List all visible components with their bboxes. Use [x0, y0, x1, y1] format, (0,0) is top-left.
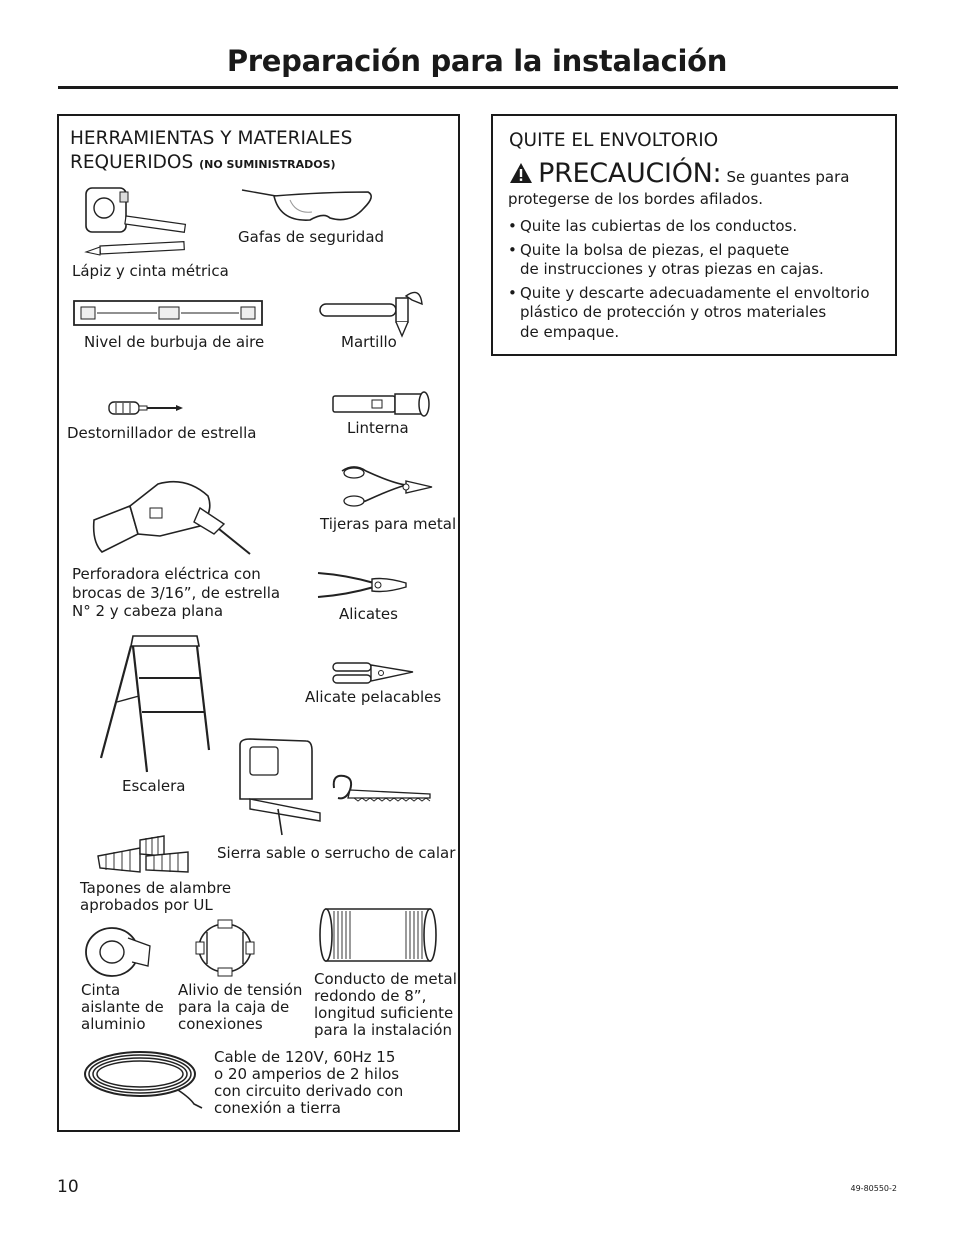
round-duct-icon	[318, 905, 438, 965]
caution-word: PRECAUCIÓN:	[538, 158, 722, 189]
caution-line	[509, 158, 849, 189]
pliers-icon	[316, 569, 410, 601]
foil-tape-icon	[84, 926, 154, 978]
label-level: Nivel de burbuja de aire	[84, 333, 265, 351]
screwdriver-icon	[108, 399, 184, 417]
label-snips: Tijeras para metal	[320, 515, 457, 533]
ladder-icon	[97, 632, 213, 776]
wire-strippers-icon	[331, 660, 415, 686]
tools-heading-line1: HERRAMIENTAS Y MATERIALES	[70, 128, 353, 149]
title-rule	[58, 86, 898, 89]
label-ladder: Escalera	[122, 777, 186, 795]
label-wire-nuts: Tapones de alambre aprobados por UL	[80, 879, 232, 914]
remove-steps-list	[508, 217, 878, 346]
safety-glasses-icon	[240, 186, 380, 228]
list-item: • Quite la bolsa de piezas, el paquete de instrucciones y otras piezas en cajas.	[508, 241, 878, 280]
label-cable: Cable de 120V, 60Hz 15 o 20 amperios de 2 hilos con circuito derivado con conexión a tierra	[214, 1048, 404, 1117]
coiled-cable-icon	[82, 1048, 204, 1110]
hand-saw-icon	[330, 772, 434, 806]
tools-heading-line2: REQUERIDOS	[70, 152, 194, 173]
list-item: • Quite y descarte adecuadamente el envoltorio plástico de protección y otros materiales de empaque.	[508, 284, 878, 343]
strain-relief-icon	[194, 918, 256, 978]
tools-heading-note: (NO SUMINISTRADOS)	[199, 158, 336, 171]
label-strain-relief: Alivio de tensión para la caja de conexiones	[178, 981, 303, 1033]
label-duct: Conducto de metal redondo de 8”, longitud suficiente para la instalación	[314, 970, 457, 1039]
jig-saw-icon	[236, 737, 320, 837]
bubble-level-icon	[73, 298, 263, 328]
label-saw: Sierra sable o serrucho de calar	[217, 844, 456, 862]
remove-heading: QUITE EL ENVOLTORIO	[509, 130, 719, 151]
label-strippers: Alicate pelacables	[305, 688, 442, 706]
label-screwdriver: Destornillador de estrella	[67, 424, 257, 442]
label-pencil-tape: Lápiz y cinta métrica	[72, 262, 229, 280]
wire-nuts-icon	[96, 834, 196, 876]
page-title: Preparación para la instalación	[226, 44, 728, 78]
page-number: 10	[57, 1177, 79, 1197]
label-pliers: Alicates	[339, 605, 398, 623]
label-tape: Cinta aislante de aluminio	[81, 981, 164, 1033]
flashlight-icon	[332, 390, 432, 418]
caution-text-1: Se guantes para	[726, 168, 850, 186]
label-drill: Perforadora eléctrica con brocas de 3/16”, de estrella N° 2 y cabeza plana	[72, 565, 281, 620]
label-hammer: Martillo	[341, 333, 397, 351]
document-code: 49-80550-2	[850, 1184, 897, 1193]
hammer-icon	[318, 286, 426, 338]
warning-triangle-icon	[509, 162, 533, 184]
pencil-icon	[86, 243, 190, 257]
label-flashlight: Linterna	[347, 419, 409, 437]
tin-snips-icon	[340, 465, 436, 513]
tools-heading	[70, 127, 352, 177]
caution-text-2: protegerse de los bordes afilados.	[508, 190, 764, 208]
power-drill-icon	[90, 476, 255, 556]
list-item: • Quite las cubiertas de los conductos.	[508, 217, 878, 237]
label-glasses: Gafas de seguridad	[238, 228, 385, 246]
